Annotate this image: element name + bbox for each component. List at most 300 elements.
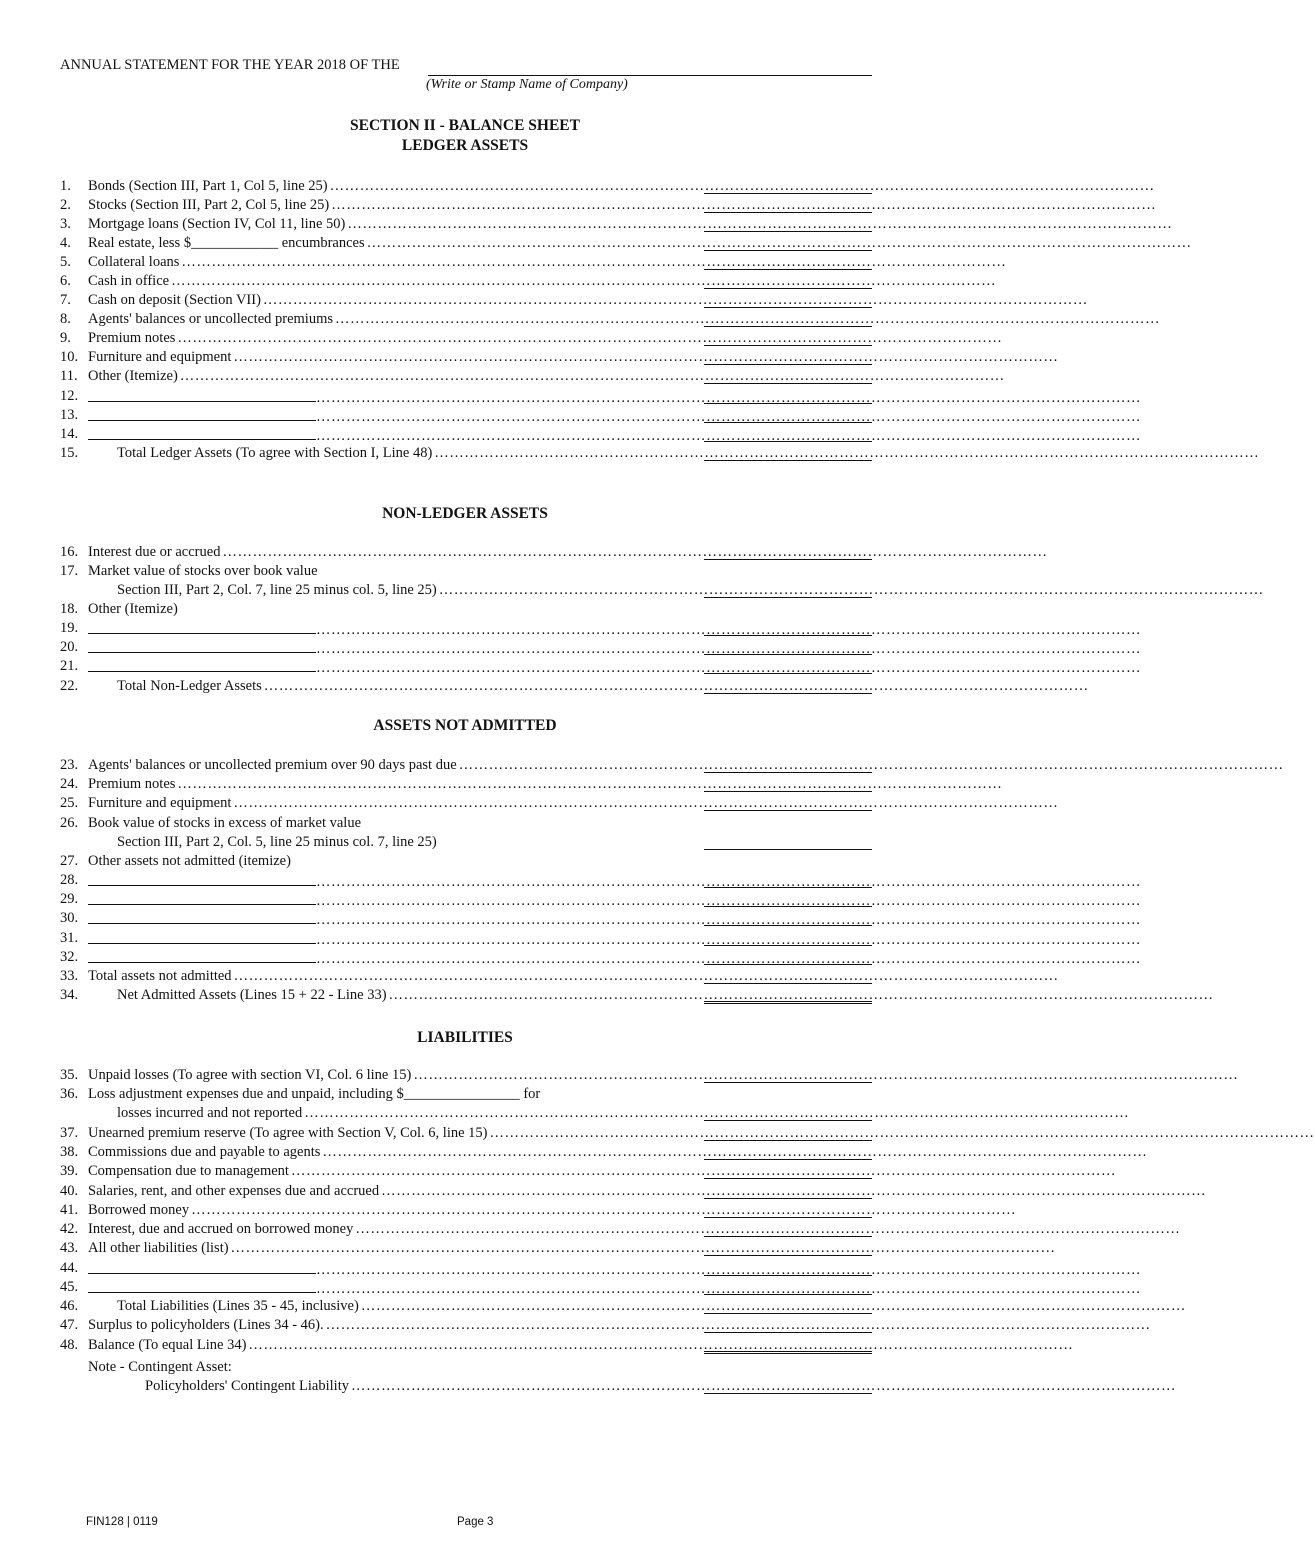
line-number: 15. (60, 445, 79, 461)
line-17 (60, 562, 872, 581)
leader-dots: ………………………………………………………………………………………………………………………………………………… (233, 795, 1059, 811)
line-label-text: Borrowed money (88, 1202, 190, 1218)
line-22 (60, 677, 1089, 696)
amount-field[interactable] (704, 983, 872, 984)
line-41 (60, 1201, 1017, 1220)
line-number: 39. (60, 1163, 79, 1179)
line-label-continued (88, 833, 793, 852)
leader-dots: ………………………………………………………………………………………………………………………………………………… (316, 1262, 1141, 1278)
line-5 (60, 253, 1007, 272)
line-17-continued (60, 581, 1264, 600)
amount-field[interactable] (704, 945, 872, 946)
line-number: 38. (60, 1144, 79, 1160)
note-contingent-liability (60, 1377, 1176, 1396)
leader-dots: ………………………………………………………………………………………………………………………………………………… (316, 893, 1141, 909)
line-label (88, 871, 1141, 892)
line-label (88, 677, 1089, 696)
page-number: Page 3 (457, 1516, 494, 1528)
amount-field[interactable] (704, 1082, 872, 1083)
line-4 (60, 234, 1192, 253)
amount-field[interactable] (704, 1393, 872, 1394)
line-label-text: Net Admitted Assets (Lines 15 + 22 - Line 33) (117, 987, 387, 1003)
amount-field[interactable] (704, 693, 872, 694)
line-number: 19. (60, 620, 79, 636)
amount-field[interactable] (704, 383, 872, 384)
note-label (88, 1358, 764, 1377)
line-number: 23. (60, 757, 79, 773)
amount-field[interactable] (704, 231, 872, 232)
line-label-text: Other (Itemize) (88, 601, 178, 617)
line-number: 20. (60, 639, 79, 655)
line-number: 36. (60, 1086, 79, 1102)
amount-field[interactable] (704, 193, 872, 194)
line-number: 37. (60, 1125, 79, 1141)
line-label-text: Mortgage loans (Section IV, Col 11, line 50) (88, 216, 346, 232)
amount-field[interactable] (704, 1313, 872, 1314)
line-15 (60, 444, 1260, 463)
leader-dots: ………………………………………………………………………………………………………………………………………………… (290, 1163, 1116, 1179)
section-title: SECTION II - BALANCE SHEET (350, 117, 580, 134)
amount-field[interactable] (704, 925, 872, 926)
line-48 (60, 1336, 1074, 1355)
company-name-caption: (Write or Stamp Name of Company) (426, 77, 628, 92)
line-label-text: Furniture and equipment (88, 349, 232, 365)
line-label (88, 1336, 1074, 1355)
line-label-continued (88, 581, 1264, 600)
line-number: 43. (60, 1240, 79, 1256)
leader-dots: ………………………………………………………………………………………………………………………………………………… (434, 445, 1260, 461)
line-number: 27. (60, 853, 79, 869)
line-number: 41. (60, 1202, 79, 1218)
line-label (88, 619, 1141, 640)
line-label-continued-text: Section III, Part 2, Col. 7, line 25 minus col. 5, line 25) (117, 582, 437, 598)
line-label (88, 1085, 764, 1104)
leader-dots: ………………………………………………………………………………………………………………………………………………… (335, 311, 1161, 327)
line-45 (60, 1278, 1141, 1297)
line-27 (60, 852, 872, 871)
line-label-text: Surplus to policyholders (Lines 34 - 46). (88, 1317, 324, 1333)
line-label-text: Compensation due to management (88, 1163, 289, 1179)
line-label (88, 967, 1059, 986)
amount-field[interactable] (704, 673, 872, 674)
line-label-text: Premium notes (88, 776, 176, 792)
leader-dots: ………………………………………………………………………………………………………………………………………………… (350, 1378, 1176, 1394)
amount-field[interactable] (704, 849, 872, 850)
line-label (88, 1182, 1207, 1201)
line-24 (60, 775, 1003, 794)
line-number: 7. (60, 292, 71, 308)
line-label-continued (88, 1104, 1130, 1123)
leader-dots: ………………………………………………………………………………………………………………………………………………… (233, 968, 1059, 984)
line-label-text: Bonds (Section III, Part 1, Col 5, line 25) (88, 178, 328, 194)
line-label-text: Agents' balances or uncollected premiums (88, 311, 334, 327)
line-number: 4. (60, 235, 71, 251)
line-label-text: Stocks (Section III, Part 2, Col 5, line 25) (88, 197, 330, 213)
line-label (88, 196, 1157, 215)
line-label (88, 1297, 1186, 1316)
line-8 (60, 310, 1161, 329)
leader-dots: ………………………………………………………………………………………………………………………………………………… (381, 1183, 1207, 1199)
line-number: 32. (60, 949, 79, 965)
line-23 (60, 756, 1284, 775)
line-32 (60, 948, 1141, 967)
line-number: 18. (60, 601, 79, 617)
line-26 (60, 814, 872, 833)
line-label-text: Other (Itemize) (88, 368, 178, 384)
line-number: 28. (60, 872, 79, 888)
amount-field[interactable] (704, 326, 872, 327)
form-number: FIN128 | 0119 (86, 1516, 158, 1528)
line-label-text: Unpaid losses (To agree with section VI, Col. 6 line 15) (88, 1067, 412, 1083)
line-30 (60, 909, 1141, 928)
line-label (88, 1201, 1017, 1220)
line-label (88, 890, 1141, 911)
itemize-blank-field[interactable] (88, 425, 316, 440)
line-number: 44. (60, 1260, 79, 1276)
amount-field[interactable] (704, 1140, 872, 1141)
line-label (88, 444, 1260, 463)
line-number: 5. (60, 254, 71, 270)
line-number: 17. (60, 563, 79, 579)
leader-dots: ………………………………………………………………………………………………………………………………………………… (316, 874, 1141, 890)
leader-dots: ………………………………………………………………………………………………………………………………………………… (304, 1105, 1130, 1121)
line-label (88, 310, 1161, 329)
line-label (88, 1124, 1315, 1143)
line-label-text: Salaries, rent, and other expenses due and accrued (88, 1183, 380, 1199)
leader-dots: ………………………………………………………………………………………………………………………………………………… (322, 1144, 1148, 1160)
note-contingent-asset (60, 1358, 872, 1377)
line-number: 2. (60, 197, 71, 213)
itemize-blank-field[interactable] (88, 909, 316, 924)
line-number: 42. (60, 1221, 79, 1237)
line-label (88, 986, 1214, 1005)
line-7 (60, 291, 1088, 310)
leader-dots: ………………………………………………………………………………………………………………………………………………… (316, 641, 1141, 657)
assets-not-admitted-heading: ASSETS NOT ADMITTED (373, 717, 557, 734)
line-47 (60, 1316, 1151, 1335)
leader-dots: ………………………………………………………………………………………………………………………………………………… (177, 776, 1003, 792)
amount-field[interactable] (704, 212, 872, 213)
amount-field[interactable] (704, 1275, 872, 1276)
line-label (88, 657, 1141, 678)
amount-field[interactable] (704, 345, 872, 346)
itemize-blank-field[interactable] (88, 619, 316, 634)
note-label-text: Note - Contingent Asset: (88, 1359, 232, 1375)
amount-field[interactable] (704, 269, 872, 270)
leader-dots: ………………………………………………………………………………………………………………………………………………… (171, 273, 997, 289)
leader-dots: ………………………………………………………………………………………………………………………………………………… (325, 1317, 1151, 1333)
line-21 (60, 657, 1141, 676)
line-number: 26. (60, 815, 79, 831)
amount-field[interactable] (704, 1332, 872, 1333)
line-26-continued (60, 833, 872, 852)
line-label-text: Loss adjustment expenses due and unpaid, including $________________ for (88, 1086, 541, 1102)
itemize-blank-field[interactable] (88, 638, 316, 653)
leader-dots: ………………………………………………………………………………………………………………………………………………… (191, 1202, 1017, 1218)
line-label-text: Total Ledger Assets (To agree with Section I, Line 48) (117, 445, 433, 461)
line-label-text: Cash in office (88, 273, 170, 289)
leader-dots: ………………………………………………………………………………………………………………………………………………… (316, 1281, 1141, 1297)
line-label (88, 794, 1059, 813)
line-20 (60, 638, 1141, 657)
leader-dots: ………………………………………………………………………………………………………………………………………………… (248, 1337, 1074, 1353)
line-label (88, 425, 1141, 446)
leader-dots: ………………………………………………………………………………………………………………………………………………… (316, 660, 1141, 676)
leader-dots: ………………………………………………………………………………………………………………………………………………… (329, 178, 1155, 194)
line-label (88, 1259, 1141, 1280)
amount-field[interactable] (704, 559, 872, 560)
line-number: 12. (60, 388, 79, 404)
line-1 (60, 177, 1155, 196)
line-label (88, 852, 764, 871)
line-number: 21. (60, 658, 79, 674)
itemize-blank-field[interactable] (88, 387, 316, 402)
line-label (88, 909, 1141, 930)
line-label (88, 775, 1003, 794)
line-label (88, 329, 1003, 348)
line-25 (60, 794, 1059, 813)
line-label (88, 948, 1141, 969)
line-number: 31. (60, 930, 79, 946)
line-number: 34. (60, 987, 79, 1003)
line-label-text: Interest due or accrued (88, 544, 221, 560)
amount-field[interactable] (704, 1236, 872, 1237)
line-label-text: Other assets not admitted (itemize) (88, 853, 291, 869)
leader-dots: ………………………………………………………………………………………………………………………………………………… (230, 1240, 1056, 1256)
amount-field[interactable] (704, 791, 872, 792)
line-33 (60, 967, 1059, 986)
line-label-text: Total Non-Ledger Assets (117, 678, 262, 694)
leader-dots: ………………………………………………………………………………………………………………………………………………… (179, 368, 1005, 384)
line-label (88, 272, 997, 291)
line-label-text: Book value of stocks in excess of market value (88, 815, 362, 831)
leader-dots: ………………………………………………………………………………………………………………………………………………… (347, 216, 1173, 232)
line-number: 24. (60, 776, 79, 792)
leader-dots: ………………………………………………………………………………………………………………………………………………… (262, 292, 1088, 308)
line-36 (60, 1085, 872, 1104)
line-label (88, 1066, 1239, 1085)
amount-field[interactable] (704, 1294, 872, 1295)
line-label (88, 291, 1088, 310)
leader-dots: ………………………………………………………………………………………………………………………………………………… (222, 544, 1048, 560)
line-label (88, 215, 1173, 234)
line-label (88, 543, 1048, 562)
amount-field[interactable] (704, 288, 872, 289)
line-number: 29. (60, 891, 79, 907)
itemize-blank-field[interactable] (88, 406, 316, 421)
line-number: 10. (60, 349, 79, 365)
line-34 (60, 986, 1214, 1005)
line-12 (60, 387, 1141, 406)
line-label (88, 600, 764, 619)
leader-dots: ………………………………………………………………………………………………………………………………………………… (388, 987, 1214, 1003)
line-label-text: Agents' balances or uncollected premium over 90 days past due (88, 757, 457, 773)
leader-dots: ………………………………………………………………………………………………………………………………………………… (316, 622, 1141, 638)
line-37 (60, 1124, 1315, 1143)
line-label (88, 1239, 1056, 1258)
line-11 (60, 367, 1005, 386)
itemize-blank-field[interactable] (88, 929, 316, 944)
line-number: 16. (60, 544, 79, 560)
leader-dots: ………………………………………………………………………………………………………………………………………………… (316, 428, 1141, 444)
ledger-assets-heading: LEDGER ASSETS (401, 137, 529, 154)
line-3 (60, 215, 1173, 234)
itemize-blank-field[interactable] (88, 890, 316, 905)
line-label-continued-text: losses incurred and not reported (117, 1105, 303, 1121)
amount-field[interactable] (704, 597, 872, 598)
itemize-blank-field[interactable] (88, 871, 316, 886)
leader-dots: ………………………………………………………………………………………………………………………………………………… (458, 757, 1284, 773)
amount-field[interactable] (704, 906, 872, 907)
line-label-text: All other liabilities (list) (88, 1240, 229, 1256)
line-label (88, 253, 1007, 272)
line-label (88, 814, 764, 833)
itemize-blank-field[interactable] (88, 1278, 316, 1293)
itemize-blank-field[interactable] (88, 657, 316, 672)
leader-dots: ………………………………………………………………………………………………………………………………………………… (263, 678, 1089, 694)
line-number: 11. (60, 368, 78, 384)
amount-field[interactable] (704, 1001, 872, 1004)
amount-field[interactable] (704, 887, 872, 888)
line-label-text: Commissions due and payable to agents (88, 1144, 321, 1160)
amount-field[interactable] (704, 654, 872, 655)
leader-dots: ………………………………………………………………………………………………………………………………………………… (331, 197, 1157, 213)
line-label-text: Unearned premium reserve (To agree with Section V, Col. 6, line 15) (88, 1125, 488, 1141)
amount-field[interactable] (704, 364, 872, 365)
line-29 (60, 890, 1141, 909)
line-label-text: Market value of stocks over book value (88, 563, 318, 579)
amount-field[interactable] (704, 250, 872, 251)
line-label-text: Real estate, less $____________ encumbrances (88, 235, 365, 251)
line-46 (60, 1297, 1186, 1316)
line-label (88, 387, 1141, 408)
company-name-field[interactable] (428, 75, 872, 76)
leader-dots: ………………………………………………………………………………………………………………………………………………… (177, 330, 1003, 346)
line-label (88, 1162, 1116, 1181)
amount-field[interactable] (704, 1255, 872, 1256)
line-number: 46. (60, 1298, 79, 1314)
line-label (88, 406, 1141, 427)
leader-dots: ………………………………………………………………………………………………………………………………………………… (360, 1298, 1186, 1314)
line-35 (60, 1066, 1239, 1085)
leader-dots: ………………………………………………………………………………………………………………………………………………… (233, 349, 1059, 365)
leader-dots: ………………………………………………………………………………………………………………………………………………… (355, 1221, 1181, 1237)
line-label (88, 367, 1005, 386)
line-36-continued (60, 1104, 1130, 1123)
amount-field[interactable] (704, 307, 872, 308)
line-label-text: Interest, due and accrued on borrowed money (88, 1221, 354, 1237)
line-number: 47. (60, 1317, 79, 1333)
amount-field[interactable] (704, 1198, 872, 1199)
amount-field[interactable] (704, 635, 872, 636)
line-28 (60, 871, 1141, 890)
statement-header: ANNUAL STATEMENT FOR THE YEAR 2018 OF THE (60, 57, 400, 73)
liabilities-heading: LIABILITIES (417, 1029, 513, 1046)
amount-field[interactable] (704, 810, 872, 811)
line-38 (60, 1143, 1148, 1162)
line-number: 9. (60, 330, 71, 346)
line-42 (60, 1220, 1181, 1239)
line-label-continued-text: Section III, Part 2, Col. 5, line 25 minus col. 7, line 25) (117, 834, 437, 850)
leader-dots: ………………………………………………………………………………………………………………………………………………… (316, 932, 1141, 948)
line-9 (60, 329, 1003, 348)
leader-dots: ………………………………………………………………………………………………………………………………………………… (316, 409, 1141, 425)
leader-dots: ………………………………………………………………………………………………………………………………………………… (316, 390, 1141, 406)
line-label (88, 234, 1192, 253)
line-number: 22. (60, 678, 79, 694)
line-31 (60, 929, 1141, 948)
itemize-blank-field[interactable] (88, 948, 316, 963)
itemize-blank-field[interactable] (88, 1259, 316, 1274)
line-6 (60, 272, 997, 291)
line-16 (60, 543, 1048, 562)
line-39 (60, 1162, 1116, 1181)
line-44 (60, 1259, 1141, 1278)
amount-field[interactable] (704, 1351, 872, 1354)
line-label (88, 177, 1155, 196)
line-43 (60, 1239, 1056, 1258)
note-label-continued-text: Policyholders' Contingent Liability (145, 1378, 349, 1394)
line-10 (60, 348, 1059, 367)
line-14 (60, 425, 1141, 444)
leader-dots: ………………………………………………………………………………………………………………………………………………… (489, 1125, 1315, 1141)
line-label-text: Premium notes (88, 330, 176, 346)
line-number: 40. (60, 1183, 79, 1199)
amount-field[interactable] (704, 1159, 872, 1160)
line-label (88, 348, 1059, 367)
line-label-text: Collateral loans (88, 254, 180, 270)
amount-field[interactable] (704, 403, 872, 404)
line-label-text: Total assets not admitted (88, 968, 232, 984)
amount-field[interactable] (704, 460, 872, 461)
leader-dots: ………………………………………………………………………………………………………………………………………………… (316, 951, 1141, 967)
line-label (88, 1220, 1181, 1239)
amount-field[interactable] (704, 964, 872, 965)
line-2 (60, 196, 1157, 215)
line-label-text: Furniture and equipment (88, 795, 232, 811)
line-number: 48. (60, 1337, 79, 1353)
amount-field[interactable] (704, 772, 872, 773)
leader-dots: ………………………………………………………………………………………………………………………………………………… (413, 1067, 1239, 1083)
line-number: 30. (60, 910, 79, 926)
amount-field[interactable] (704, 441, 872, 442)
line-label (88, 638, 1141, 659)
leader-dots: ………………………………………………………………………………………………………………………………………………… (438, 582, 1264, 598)
line-label (88, 1278, 1141, 1299)
leader-dots: ………………………………………………………………………………………………………………………………………………… (366, 235, 1192, 251)
line-label-text: Total Liabilities (Lines 35 - 45, inclusive) (117, 1298, 359, 1314)
line-13 (60, 406, 1141, 425)
line-number: 13. (60, 407, 79, 423)
leader-dots: ………………………………………………………………………………………………………………………………………………… (181, 254, 1007, 270)
line-label (88, 1143, 1148, 1162)
amount-field[interactable] (704, 422, 872, 423)
line-18 (60, 600, 872, 619)
amount-field[interactable] (704, 1120, 872, 1121)
line-number: 33. (60, 968, 79, 984)
line-label-text: Balance (To equal Line 34) (88, 1337, 247, 1353)
line-label (88, 562, 764, 581)
amount-field[interactable] (704, 1178, 872, 1179)
line-number: 45. (60, 1279, 79, 1295)
leader-dots: ………………………………………………………………………………………………………………………………………………… (316, 912, 1141, 928)
line-40 (60, 1182, 1207, 1201)
line-19 (60, 619, 1141, 638)
line-label (88, 1316, 1151, 1335)
amount-field[interactable] (704, 1217, 872, 1218)
line-label (88, 929, 1141, 950)
non-ledger-assets-heading: NON-LEDGER ASSETS (382, 505, 548, 522)
